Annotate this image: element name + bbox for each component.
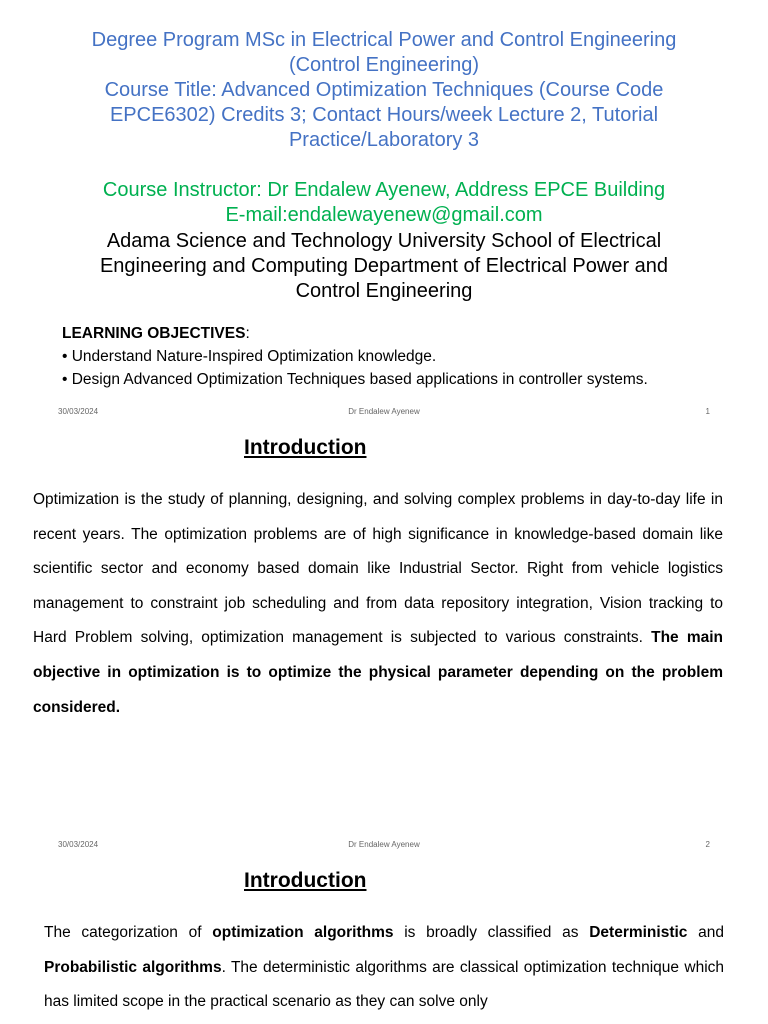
university-info (40, 229, 728, 304)
slide-footer (58, 407, 710, 419)
program-header (40, 28, 728, 153)
text-run: The categorization of (44, 924, 213, 941)
intro-text: Optimization is the study of planning, designing, and solving complex problems in day-to-day life in recent years. The optimization problems are of high significance in knowledge-based domain like scientific sector and economy based domain like Industrial Sector. Right from vehicle logistics management to constraint job scheduling and from data repository integration, Vision tracking to Hard Problem solving, optimization management is subjected to various constraints. (33, 491, 723, 647)
intro-paragraph (33, 483, 723, 725)
slide-heading: Introduction (244, 869, 367, 892)
bold-term: optimization algorithms (212, 924, 394, 941)
learning-objectives (62, 322, 742, 391)
text-run: is broadly classified as (393, 924, 590, 941)
footer-page-number: 2 (705, 840, 710, 849)
slide-2 (0, 424, 768, 856)
instructor-info (40, 178, 728, 228)
intro-bold-text: The main objective in optimization is to optimize the physical parameter depending on the problem considered. (33, 629, 723, 716)
objective-item: • Understand Nature-Inspired Optimization knowledge. (62, 348, 437, 365)
instructor-line: Course Instructor: Dr Endalew Ayenew, Address EPCE Building (102, 179, 666, 201)
footer-author: Dr Endalew Ayenew (348, 840, 420, 849)
slide-1 (0, 0, 768, 424)
objectives-title: LEARNING OBJECTIVES (62, 325, 246, 342)
categorization-paragraph (44, 916, 724, 1020)
bold-term: Deterministic (589, 924, 688, 941)
footer-date: 30/03/2024 (58, 840, 99, 849)
university-line: Adama Science and Technology University School of Electrical (106, 230, 662, 252)
header-line: EPCE6302) Credits 3; Contact Hours/week Lecture 2, Tutorial (109, 104, 659, 126)
footer-author: Dr Endalew Ayenew (348, 407, 420, 416)
objective-item: • Design Advanced Optimization Techniques based applications in controller systems. (62, 371, 648, 388)
slide-footer (58, 840, 710, 852)
objectives-colon: : (245, 325, 250, 342)
header-line: Course Title: Advanced Optimization Techniques (Course Code (104, 79, 664, 101)
header-line: Practice/Laboratory 3 (288, 129, 480, 151)
bold-term: Probabilistic algorithms (44, 958, 222, 976)
slide-3 (0, 856, 768, 1024)
header-line: Degree Program MSc in Electrical Power and Control Engineering (91, 29, 677, 51)
footer-date: 30/03/2024 (58, 407, 99, 416)
university-line: Control Engineering (295, 280, 473, 302)
slide-heading: Introduction (244, 436, 367, 459)
text-run: and (687, 924, 724, 941)
footer-page-number: 1 (705, 407, 710, 416)
university-line: Engineering and Computing Department of Electrical Power and (99, 255, 669, 277)
instructor-email: E-mail:endalewayenew@gmail.com (225, 204, 543, 226)
header-line: (Control Engineering) (288, 54, 480, 76)
text-run: . The deterministic algorithms are classical optimization technique which has limited scope in the practical scenario as they can solve only (44, 958, 725, 1011)
